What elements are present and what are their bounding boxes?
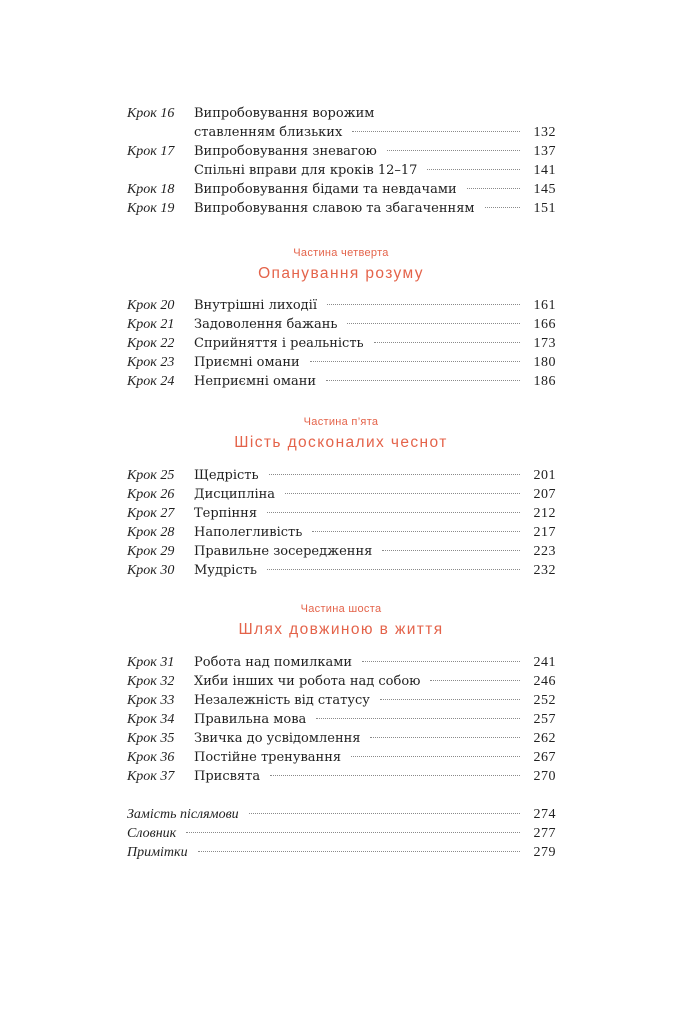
dot-leader (270, 774, 520, 776)
page-number: 173 (533, 336, 556, 351)
toc-entry[interactable] (127, 104, 556, 123)
step-number: Крок 29 (127, 544, 175, 559)
dot-leader (485, 206, 520, 208)
part-label: Частина п’ята (303, 416, 379, 428)
entry-title: Неприємні омани (194, 374, 317, 389)
toc-entry[interactable] (127, 485, 556, 504)
page-number: 132 (533, 125, 556, 140)
toc-entry[interactable] (127, 843, 556, 862)
page-number: 257 (533, 712, 556, 727)
page-number: 141 (533, 163, 556, 178)
step-number: Крок 30 (127, 563, 175, 578)
entry-title: Дисципліна (194, 487, 276, 502)
entry-title: Внутрішні лиходії (194, 298, 317, 313)
toc-group-3 (127, 466, 556, 580)
dot-leader (269, 473, 520, 475)
entry-title: Мудрість (194, 563, 257, 578)
toc-entry[interactable] (127, 561, 556, 580)
toc-entry[interactable] (127, 729, 556, 748)
page-number: 241 (533, 655, 556, 670)
part-title: Шлях довжиною в життя (238, 621, 444, 638)
dot-leader (285, 492, 520, 494)
step-number: Крок 26 (127, 487, 175, 502)
page-number: 277 (533, 826, 556, 841)
step-number: Крок 31 (127, 655, 175, 670)
part-label: Частина четверта (293, 247, 389, 259)
dot-leader (382, 549, 520, 551)
toc-entry[interactable] (127, 710, 556, 729)
toc-entry[interactable] (127, 672, 556, 691)
toc-group-4 (127, 653, 556, 786)
dot-leader (351, 755, 520, 757)
page-number: 223 (533, 544, 556, 559)
entry-title: ставленням близьких (194, 125, 343, 140)
page-number: 207 (533, 487, 556, 502)
page-number: 166 (533, 317, 556, 332)
page-number: 274 (533, 807, 556, 822)
toc-entry-continuation[interactable] (127, 123, 556, 142)
entry-title: Словник (127, 826, 177, 841)
entry-title: Примітки (127, 845, 188, 860)
page-number: 267 (533, 750, 556, 765)
toc-entry[interactable] (127, 504, 556, 523)
toc-entry[interactable] (127, 523, 556, 542)
dot-leader (186, 831, 520, 833)
page-number: 262 (533, 731, 556, 746)
step-number: Крок 25 (127, 468, 175, 483)
toc-entry[interactable] (127, 161, 556, 180)
part-heading-4 (0, 247, 682, 283)
page-number: 270 (533, 769, 556, 784)
toc-entry[interactable] (127, 542, 556, 561)
dot-leader (326, 379, 520, 381)
entry-title: Спільні вправи для кроків 12–17 (194, 163, 418, 178)
step-number: Крок 32 (127, 674, 175, 689)
page-number: 252 (533, 693, 556, 708)
step-number: Крок 37 (127, 769, 175, 784)
entry-title: Наполегливість (194, 525, 303, 540)
page-number: 151 (533, 201, 556, 216)
entry-title: Замість післямови (127, 807, 239, 822)
dot-leader (267, 511, 520, 513)
toc-entry[interactable] (127, 767, 556, 786)
toc-back-matter (127, 805, 556, 862)
dot-leader (316, 717, 520, 719)
dot-leader (430, 679, 520, 681)
part-heading-6 (0, 603, 682, 639)
part-label: Частина шоста (300, 603, 382, 615)
step-number: Крок 33 (127, 693, 175, 708)
page-number: 246 (533, 674, 556, 689)
entry-title: Звичка до усвідомлення (194, 731, 361, 746)
step-number: Крок 19 (127, 201, 175, 216)
toc-entry[interactable] (127, 199, 556, 218)
step-number: Крок 22 (127, 336, 175, 351)
toc-entry[interactable] (127, 805, 556, 824)
toc-group-1 (127, 104, 556, 218)
step-number: Крок 24 (127, 374, 175, 389)
part-title: Опанування розуму (258, 265, 424, 282)
step-number: Крок 16 (127, 106, 175, 121)
entry-title: Незалежність від статусу (194, 693, 370, 708)
toc-entry[interactable] (127, 315, 556, 334)
dot-leader (467, 187, 520, 189)
dot-leader (387, 149, 520, 151)
step-number: Крок 17 (127, 144, 175, 159)
entry-title: Правильне зосередження (194, 544, 373, 559)
step-number: Крок 35 (127, 731, 175, 746)
part-title: Шість досконалих чеснот (234, 434, 448, 451)
toc-entry[interactable] (127, 180, 556, 199)
page-number: 201 (533, 468, 556, 483)
entry-title: Приємні омани (194, 355, 300, 370)
entry-title: Сприйняття і реальність (194, 336, 364, 351)
step-number: Крок 27 (127, 506, 175, 521)
toc-entry[interactable] (127, 653, 556, 672)
dot-leader (327, 303, 520, 305)
dot-leader (198, 850, 520, 852)
dot-leader (370, 736, 520, 738)
dot-leader (362, 660, 520, 662)
toc-entry[interactable] (127, 296, 556, 315)
dot-leader (312, 530, 520, 532)
dot-leader (352, 130, 520, 132)
part-heading-5 (0, 416, 682, 452)
dot-leader (427, 168, 520, 170)
entry-title: Присвята (194, 769, 261, 784)
entry-title: Задоволення бажань (194, 317, 338, 332)
page-number: 137 (533, 144, 556, 159)
entry-title: Терпіння (194, 506, 258, 521)
dot-leader (347, 322, 520, 324)
toc-entry[interactable] (127, 824, 556, 843)
page-number: 212 (533, 506, 556, 521)
dot-leader (374, 341, 520, 343)
step-number: Крок 18 (127, 182, 175, 197)
toc-entry[interactable] (127, 691, 556, 710)
entry-title: Хиби інших чи робота над собою (194, 674, 421, 689)
step-number: Крок 20 (127, 298, 175, 313)
page-number: 145 (533, 182, 556, 197)
page-number: 217 (533, 525, 556, 540)
step-number: Крок 23 (127, 355, 175, 370)
toc-entry[interactable] (127, 372, 556, 391)
entry-title: Правильна мова (194, 712, 307, 727)
entry-title: Випробовування славою та збагаченням (194, 201, 475, 216)
entry-title: Випробовування ворожим (194, 106, 375, 121)
toc-entry[interactable] (127, 353, 556, 372)
toc-group-2 (127, 296, 556, 391)
entry-title: Випробовування бідами та невдачами (194, 182, 457, 197)
step-number: Крок 28 (127, 525, 175, 540)
dot-leader (380, 698, 520, 700)
step-number: Крок 34 (127, 712, 175, 727)
dot-leader (249, 812, 520, 814)
toc-entry[interactable] (127, 334, 556, 353)
entry-title: Щедрість (194, 468, 259, 483)
page-number: 180 (533, 355, 556, 370)
page-number: 186 (533, 374, 556, 389)
entry-title: Постійне тренування (194, 750, 342, 765)
page-number: 279 (533, 845, 556, 860)
step-number: Крок 36 (127, 750, 175, 765)
step-number: Крок 21 (127, 317, 175, 332)
toc-entry[interactable] (127, 142, 556, 161)
dot-leader (267, 568, 520, 570)
page-number: 232 (533, 563, 556, 578)
page-number: 161 (533, 298, 556, 313)
toc-entry[interactable] (127, 748, 556, 767)
toc-entry[interactable] (127, 466, 556, 485)
dot-leader (310, 360, 520, 362)
entry-title: Випробовування зневагою (194, 144, 377, 159)
entry-title: Робота над помилками (194, 655, 353, 670)
